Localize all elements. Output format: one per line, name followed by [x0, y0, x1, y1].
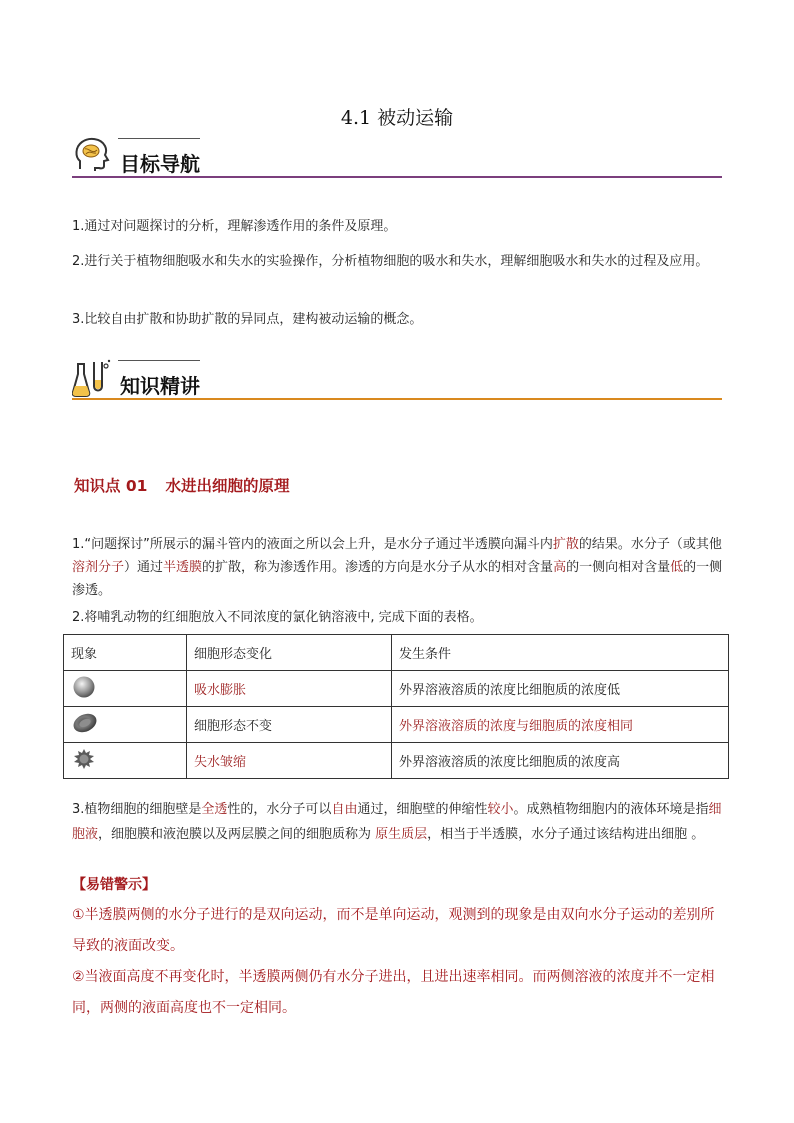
table-cell-change: 细胞形态不变 [187, 707, 392, 743]
warning-title: 【易错警示】 [72, 877, 156, 893]
goal-item: 3.比较自由扩散和协助扩散的异同点，建构被动运输的概念。 [72, 312, 423, 327]
text-run: 的扩散，称为渗透作用。渗透的方向是水分子从水的相对含量 [202, 560, 554, 575]
text-run: 的结果。水分子（或其他 [578, 537, 722, 552]
lab-flask-icon [72, 358, 112, 398]
warning-item: ②当液面高度不再变化时，半透膜两侧仍有水分子进出，且进出速率相同。而两侧溶液的浓度并不一定相同，两侧的液面高度也不一定相同。 [72, 969, 715, 1016]
table-cell-phenomenon [64, 671, 187, 707]
swollen-cell-icon [71, 674, 97, 700]
keyword: 半透膜 [163, 560, 203, 575]
section-title-goals: 目标导航 [120, 152, 200, 176]
keyword: 溶剂分子 [72, 560, 125, 575]
keyword: 自由 [331, 802, 358, 817]
table-row [64, 707, 729, 743]
goal-item: 1.通过对问题探讨的分析，理解渗透作用的条件及原理。 [72, 219, 397, 234]
text-run: ）通过 [124, 560, 164, 575]
table-cell-change: 失水皱缩 [187, 743, 392, 779]
table-cell-phenomenon [64, 743, 187, 779]
section-rule [72, 176, 722, 178]
keyword: 较小 [487, 802, 514, 817]
warning-item: ①半透膜两侧的水分子进行的是双向运动，而不是单向运动，观测到的现象是由双向水分子运动的差别所导致的液面改变。 [72, 907, 715, 954]
paragraph-red-cells: 2.将哺乳动物的红细胞放入不同浓度的氯化钠溶液中, 完成下面的表格。 [72, 610, 483, 625]
table-row [64, 743, 729, 779]
normal-cell-icon [71, 710, 99, 736]
section-header-topline [118, 360, 200, 361]
page-title: 4.1 被动运输 [340, 107, 454, 129]
cell-shape-table [63, 634, 729, 779]
table-row [64, 671, 729, 707]
keyword: 扩散 [552, 537, 579, 552]
table-cell-condition: 外界溶液溶质的浓度与细胞质的浓度相同 [392, 707, 729, 743]
text-run: 的一侧向相对含量 [566, 560, 671, 575]
text-run: ，相当于半透膜，水分子通过该结构进出细胞 。 [427, 827, 705, 842]
text-run: 通过，细胞壁的伸缩性 [357, 802, 488, 817]
text-run: 1.“问题探讨”所展示的漏斗管内的液面之所以会上升，是水分子通过半透膜向漏斗内 [72, 537, 553, 552]
shrunken-cell-icon [71, 746, 97, 772]
table-header-cell: 发生条件 [392, 635, 729, 671]
table-header-cell: 细胞形态变化 [187, 635, 392, 671]
paragraph-osmosis [72, 533, 724, 602]
table-cell-condition: 外界溶液溶质的浓度比细胞质的浓度高 [392, 743, 729, 779]
section-header-topline [118, 138, 200, 139]
keyword: 高 [553, 560, 567, 575]
table-cell-condition: 外界溶液溶质的浓度比细胞质的浓度低 [392, 671, 729, 707]
text-run: 性的，水分子可以 [227, 802, 332, 817]
section-rule [72, 398, 722, 400]
text-run: 的一侧渗透。 [72, 560, 723, 598]
text-run: 。成熟植物细胞内的液体环境是指 [513, 802, 709, 817]
table-cell-phenomenon [64, 707, 187, 743]
knowledge-point-label: 知识点 01 [74, 477, 148, 495]
table-cell-change: 吸水膨胀 [187, 671, 392, 707]
paragraph-plant-cell [72, 797, 724, 847]
keyword: 低 [670, 560, 684, 575]
brain-head-icon [72, 135, 112, 175]
table-header-cell: 现象 [64, 635, 187, 671]
text-run: 3.植物细胞的细胞壁是 [72, 802, 202, 817]
goal-item: 2.进行关于植物细胞吸水和失水的实验操作，分析植物细胞的吸水和失水，理解细胞吸水和失水的过程及应用。 [72, 254, 709, 269]
text-run: ，细胞膜和液泡膜以及两层膜之间的细胞质称为 [98, 827, 376, 842]
section-title-knowledge: 知识精讲 [120, 374, 200, 398]
keyword: 全透 [201, 802, 228, 817]
keyword: 细胞液 [72, 802, 722, 842]
table-header-row [64, 635, 729, 671]
keyword: 原生质层 [375, 827, 428, 842]
knowledge-point-title: 水进出细胞的原理 [165, 477, 290, 495]
knowledge-point-heading [74, 474, 289, 496]
